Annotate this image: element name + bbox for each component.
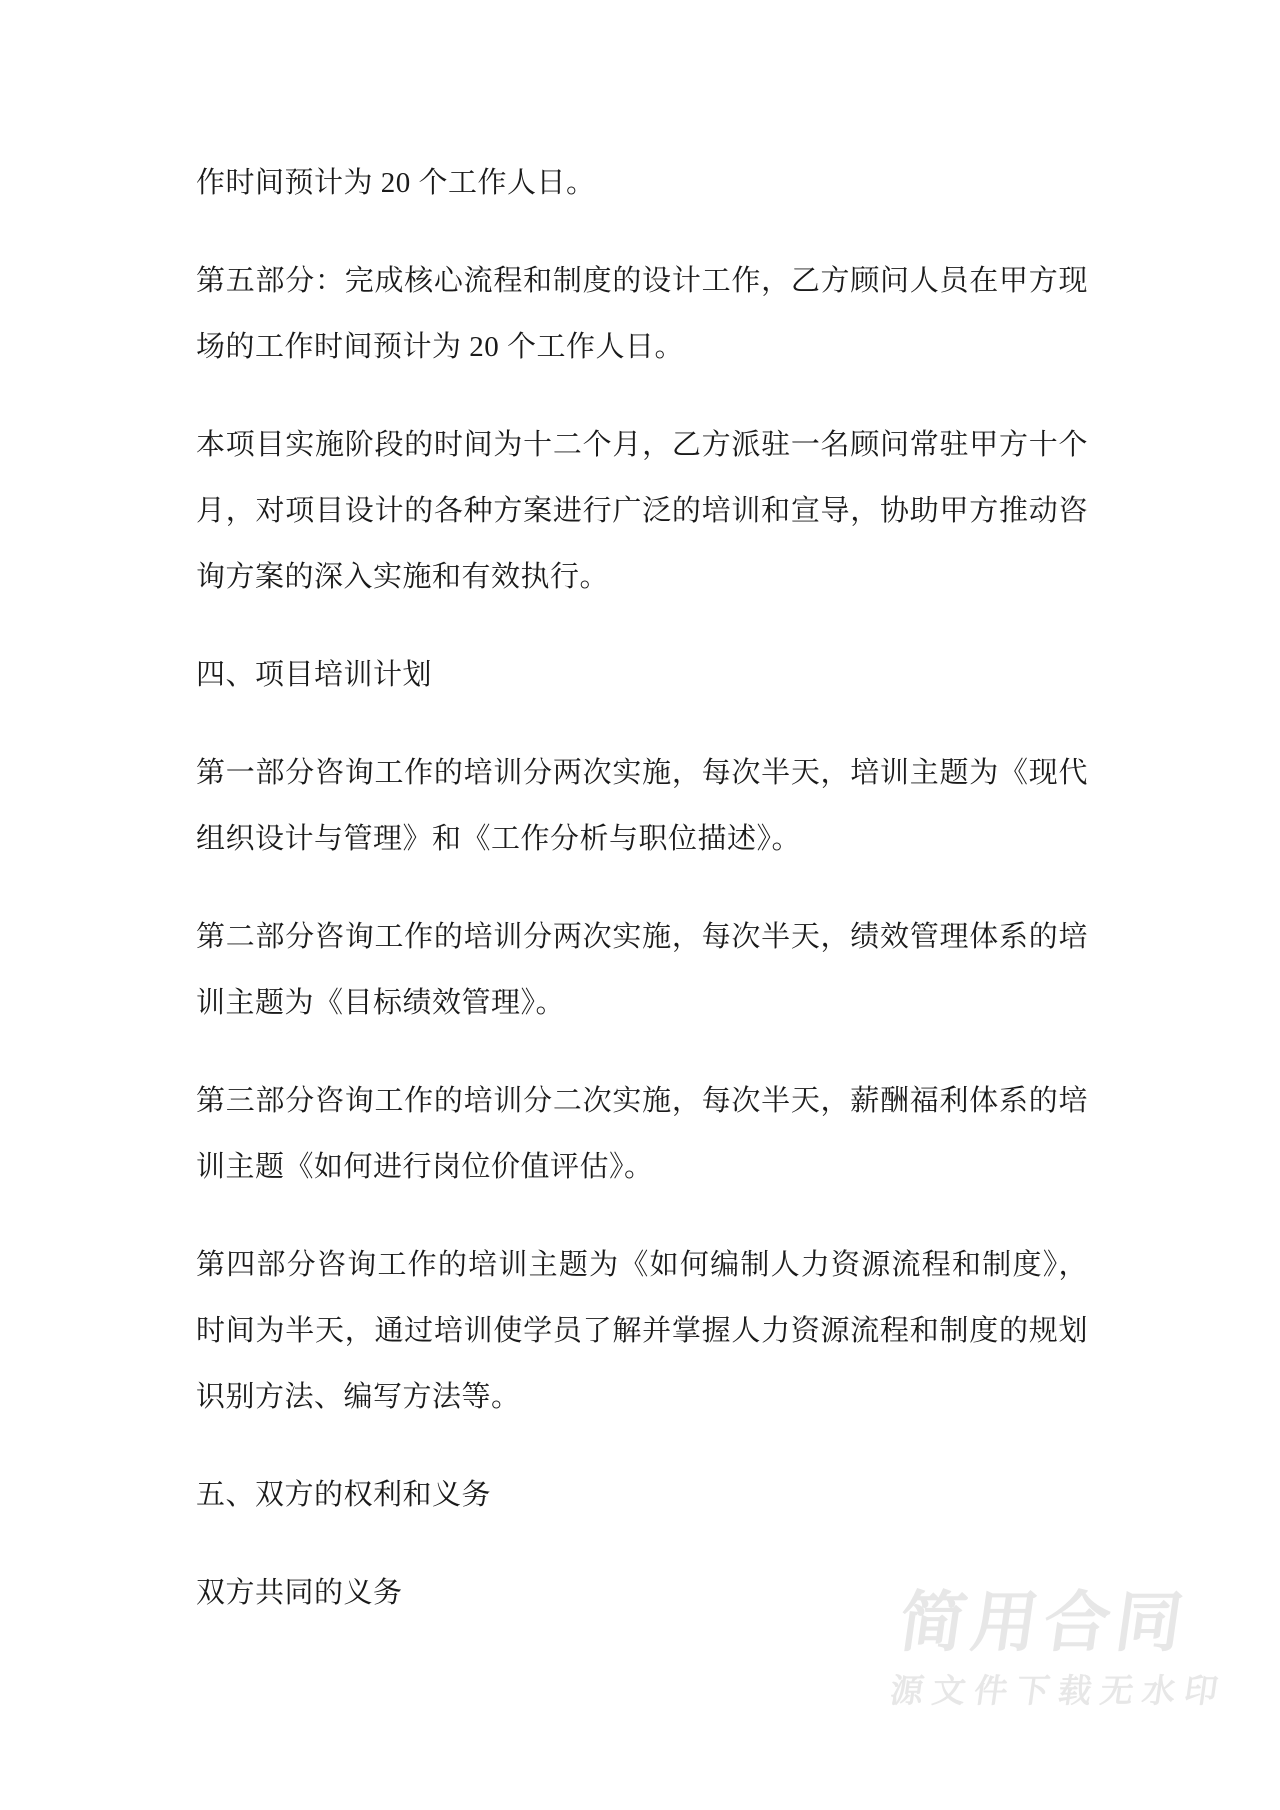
text-line: 双方共同的义务 xyxy=(196,1577,403,1609)
text-line: 第四部分咨询工作的培训主题为《如何编制人力资源流程和制度》， xyxy=(196,1249,1088,1281)
text-line: 场的工作时间预计为 20 个工作人日。 xyxy=(196,331,685,363)
section-heading: 五、双方的权利和义务 xyxy=(196,1479,492,1511)
text-line: 第三部分咨询工作的培训分二次实施，每次半天，薪酬福利体系的培 xyxy=(196,1085,1088,1117)
paragraph-training-part-three xyxy=(196,1068,1088,1200)
text-line: 第一部分咨询工作的培训分两次实施，每次半天，培训主题为《现代 xyxy=(196,757,1088,789)
text-line: 第二部分咨询工作的培训分两次实施，每次半天，绩效管理体系的培 xyxy=(196,921,1088,953)
text-line: 询方案的深入实施和有效执行。 xyxy=(196,561,610,593)
document-body xyxy=(196,150,1088,1658)
text-line: 时间为半天，通过培训使学员了解并掌握人力资源流程和制度的规划 xyxy=(196,1315,1088,1347)
heading-section-four xyxy=(196,642,1088,708)
text-line: 本项目实施阶段的时间为十二个月，乙方派驻一名顾问常驻甲方十个 xyxy=(196,429,1088,461)
text-line: 训主题为《目标绩效管理》。 xyxy=(196,987,566,1019)
paragraph-part-five xyxy=(196,248,1088,380)
paragraph-training-part-one xyxy=(196,740,1088,872)
watermark-tagline-text: 源文件下载无水印 xyxy=(887,1672,1230,1709)
paragraph-work-days-tail xyxy=(196,150,1088,216)
heading-section-five xyxy=(196,1462,1088,1528)
paragraph-implementation-phase xyxy=(196,412,1088,610)
watermark-brand-text: 简用合同 xyxy=(894,1585,1194,1659)
section-heading: 四、项目培训计划 xyxy=(196,659,433,691)
text-line: 作时间预计为 20 个工作人日。 xyxy=(196,167,596,199)
text-line: 第五部分：完成核心流程和制度的设计工作，乙方顾问人员在甲方现 xyxy=(196,265,1088,297)
text-line: 组织设计与管理》和《工作分析与职位描述》。 xyxy=(196,823,802,855)
paragraph-training-part-two xyxy=(196,904,1088,1036)
paragraph-mutual-obligations xyxy=(196,1560,1088,1626)
text-line: 识别方法、编写方法等。 xyxy=(196,1381,521,1413)
text-line: 训主题《如何进行岗位价值评估》。 xyxy=(196,1151,654,1183)
text-line: 月，对项目设计的各种方案进行广泛的培训和宣导，协助甲方推动咨 xyxy=(196,495,1088,527)
paragraph-training-part-four xyxy=(196,1232,1088,1430)
